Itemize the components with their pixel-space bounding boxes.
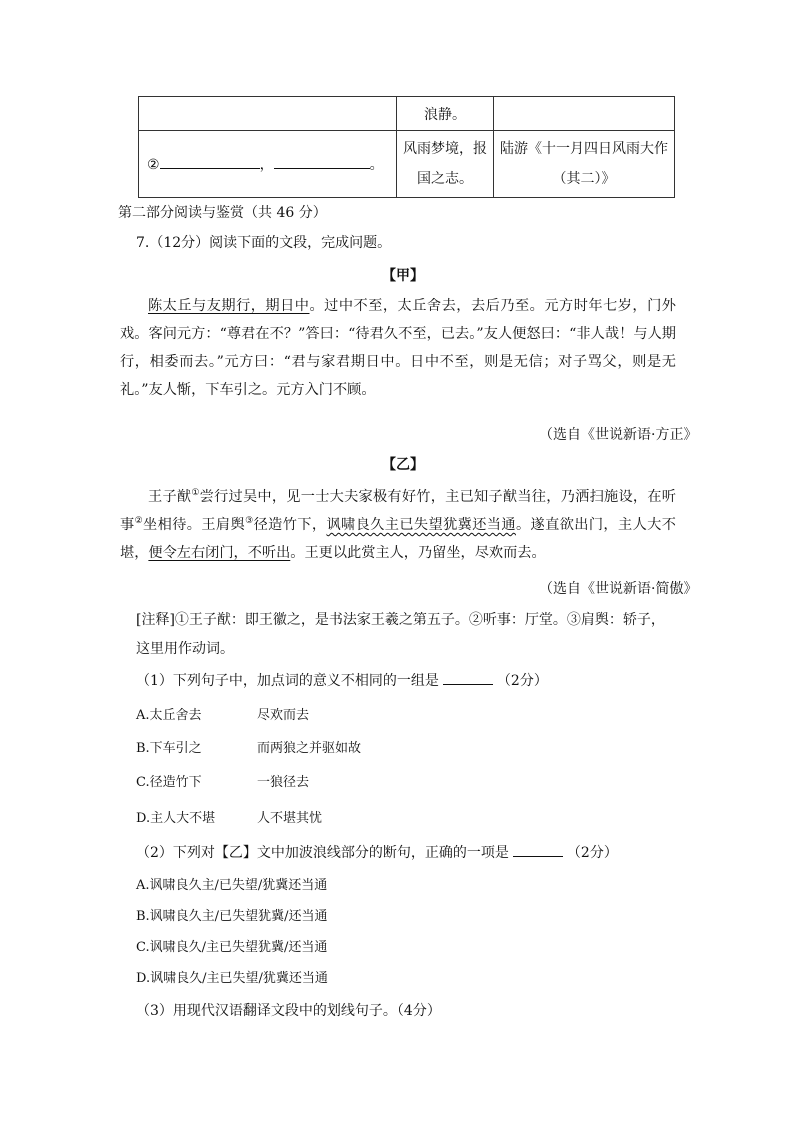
table-row <box>139 97 675 131</box>
q1-option-c-pair: 一狼径去 <box>257 775 310 790</box>
table-row <box>139 131 675 198</box>
fill-blank-cell: ② ， 。 <box>139 131 397 198</box>
blank-2[interactable] <box>274 154 370 169</box>
table-cell <box>139 97 397 131</box>
q2-option-a: A.讽啸良久主/已失望/犹冀还当通 <box>136 878 328 893</box>
passage-label-yi: 【乙】 <box>382 457 424 473</box>
q2-stem: （2）下列对【乙】文中加波浪线部分的断句，正确的一项是 （2分） <box>136 842 618 864</box>
q1-option-a: A.太丘舍去 <box>136 708 202 723</box>
q2-option-d: D.讽啸良久/主已失望/犹冀还当通 <box>136 971 328 986</box>
passage-label-jia: 【甲】 <box>382 268 424 284</box>
underlined-sentence: 便令左右闭门，不听出 <box>148 545 291 561</box>
footnote-ref: ③ <box>245 516 254 526</box>
q1-option-b-pair: 而两狼之并驱如故 <box>257 741 362 756</box>
q2-option-b: B.讽啸良久主/已失望犹冀/还当通 <box>136 909 328 924</box>
source-jia: （选自《世说新语·方正》 <box>539 427 698 443</box>
q1-option-c: C.径造竹下 <box>136 775 202 790</box>
q2-option-c: C.讽啸良久/主已失望犹冀/还当通 <box>136 940 328 955</box>
blank-1[interactable] <box>160 154 260 169</box>
footnote-ref: ① <box>191 488 200 498</box>
source-yi: （选自《世说新语·简傲》 <box>539 581 698 597</box>
notes-line-1: [注释]①王子猷：即王徽之，是书法家王羲之第五子。②听事：厅堂。③肩舆：轿子， <box>136 612 665 628</box>
wavy-underlined-text: 讽啸良久主已失望犹冀还当通 <box>326 517 516 533</box>
notes-line-2: 这里用作动词。 <box>136 641 234 657</box>
q2-answer-blank[interactable] <box>513 842 563 857</box>
table-cell <box>494 97 675 131</box>
q7-heading: 7.（12分）阅读下面的文段，完成问题。 <box>136 235 392 251</box>
poetry-table <box>138 96 675 198</box>
passage-yi: 王子猷①尝行过吴中，见一士大夫家极有好竹，主已知子猷当往，乃洒扫施设，在听事②坐相待。王肩舆③径造竹下，讽啸良久主已失望犹冀还当通。遂直欲出门，主人大不堪，便令左右闭门，不听出。王更以此赏主人，乃留坐，尽欢而去。 <box>120 488 676 561</box>
table-cell: 浪静。 <box>397 97 494 131</box>
q1-stem: （1）下列句子中，加点词的意义不相同的一组是 （2分） <box>136 670 548 692</box>
passage-jia: 陈太丘与友期行，期日中。过中不至，太丘舍去，去后乃至。元方时年七岁，门外戏。客问元方：“尊君在不？”答曰：“待君久不至，已去。”友人便怒曰：“非人哉！与人期行，相委而去。”元方曰：“君与家君期日中。日中不至，则是无信；对子骂父，则是无礼。”友人惭，下车引之。元方入门不顾。 <box>120 298 676 398</box>
q1-option-d-pair: 人不堪其忧 <box>257 811 323 826</box>
footnote-ref: ② <box>134 516 144 526</box>
q1-option-b: B.下车引之 <box>136 741 202 756</box>
q1-answer-blank[interactable] <box>443 670 493 685</box>
table-cell: 风雨梦境，报国之志。 <box>397 131 494 198</box>
q1-option-d: D.主人大不堪 <box>136 811 216 826</box>
q3-stem: （3）用现代汉语翻译文段中的划线句子。（4分） <box>136 1003 441 1019</box>
q1-option-a-pair: 尽欢而去 <box>257 708 310 723</box>
table-cell: 陆游《十一月四日风雨大作（其二）》 <box>494 131 675 198</box>
part2-heading: 第二部分阅读与鉴赏（共 46 分） <box>118 205 327 221</box>
